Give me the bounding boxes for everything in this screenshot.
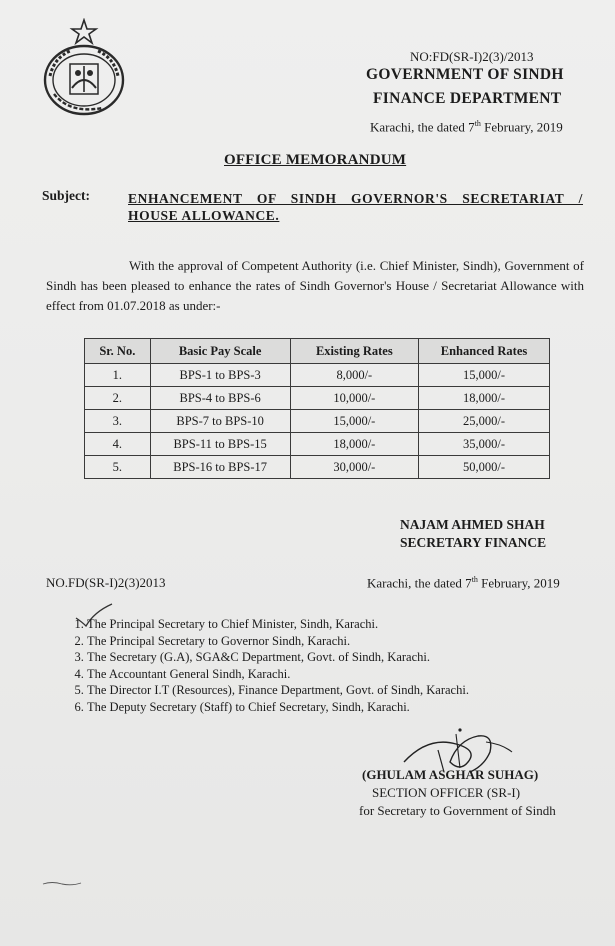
list-item: 4. The Accountant General Sindh, Karachi. (87, 666, 607, 683)
cell-pay-scale: BPS-11 to BPS-15 (150, 433, 290, 456)
subject-label: Subject: (42, 188, 90, 203)
cell-sr-no: 1. (85, 364, 151, 387)
cell-sr-no: 5. (85, 456, 151, 479)
header-enhanced-rates: Enhanced Rates (419, 339, 550, 364)
cell-existing-rate: 15,000/- (290, 410, 418, 433)
cell-existing-rate: 8,000/- (290, 364, 418, 387)
cell-sr-no: 2. (85, 387, 151, 410)
table-row (85, 387, 550, 410)
recipient-list (44, 616, 607, 715)
cell-pay-scale: BPS-16 to BPS-17 (150, 456, 290, 479)
list-item: 2. The Principal Secretary to Governor Sindh, Karachi. (87, 633, 607, 650)
cell-existing-rate: 18,000/- (290, 433, 418, 456)
table-row (85, 456, 550, 479)
section-officer-for-line: for Secretary to Government of Sindh (359, 803, 556, 818)
list-item: 5. The Director I.T (Resources), Finance Department, Govt. of Sindh, Karachi. (87, 682, 607, 699)
copy-date (367, 575, 560, 591)
issue-date-prefix: Karachi, the dated 7 (370, 119, 475, 135)
list-item: 6. The Deputy Secretary (Staff) to Chief Secretary, Sindh, Karachi. (87, 699, 607, 716)
cell-enhanced-rate: 15,000/- (419, 364, 550, 387)
subject-text: ENHANCEMENT OF SINDH GOVERNOR'S SECRETARIAT / HOUSE ALLOWANCE. (128, 191, 583, 223)
pen-mark-icon (42, 878, 82, 888)
copy-reference-number: NO.FD(SR-I)2(3)2013 (46, 575, 166, 590)
copy-date-ordinal: th (471, 575, 478, 584)
cell-sr-no: 4. (85, 433, 151, 456)
cell-pay-scale: BPS-7 to BPS-10 (150, 410, 290, 433)
cell-pay-scale: BPS-4 to BPS-6 (150, 387, 290, 410)
header-pay-scale: Basic Pay Scale (150, 339, 290, 364)
reference-number: NO:FD(SR-I)2(3)/2013 (410, 49, 534, 64)
table-row (85, 410, 550, 433)
header-sr-no: Sr. No. (85, 339, 151, 364)
cell-enhanced-rate: 50,000/- (419, 456, 550, 479)
issue-date-ordinal: th (474, 119, 481, 128)
header-existing-rates: Existing Rates (290, 339, 418, 364)
department-heading: FINANCE DEPARTMENT (373, 90, 562, 107)
table-row (85, 364, 550, 387)
government-seal-icon (40, 18, 128, 118)
copy-date-prefix: Karachi, the dated 7 (367, 575, 472, 591)
issue-date-suffix: February, 2019 (480, 119, 563, 135)
issue-date (370, 119, 563, 135)
cell-sr-no: 3. (85, 410, 151, 433)
list-item: 1. The Principal Secretary to Chief Minister, Sindh, Karachi. (87, 616, 607, 633)
memo-paragraph: With the approval of Competent Authority (i.e. Chief Minister, Sindh), Government of Sindh has been pleased to enhance the rates of Sindh Governor's House / Secretariat Allowance with effect from 01.07.2018 as under:- (46, 258, 584, 313)
secretary-title: SECRETARY FINANCE (400, 535, 547, 550)
cell-existing-rate: 10,000/- (290, 387, 418, 410)
memo-title: OFFICE MEMORANDUM (224, 152, 407, 168)
secretary-name: NAJAM AHMED SHAH (400, 517, 545, 532)
cell-enhanced-rate: 18,000/- (419, 387, 550, 410)
cell-existing-rate: 30,000/- (290, 456, 418, 479)
government-heading: GOVERNMENT OF SINDH (366, 66, 564, 83)
cell-enhanced-rate: 25,000/- (419, 410, 550, 433)
copy-date-suffix: February, 2019 (477, 575, 560, 591)
cell-enhanced-rate: 35,000/- (419, 433, 550, 456)
table-row (85, 433, 550, 456)
list-item: 3. The Secretary (G.A), SGA&C Department, Govt. of Sindh, Karachi. (87, 649, 607, 666)
section-officer-title: SECTION OFFICER (SR-I) (372, 785, 521, 800)
allowance-rates-table (84, 338, 550, 479)
section-officer-name: (GHULAM ASGHAR SUHAG) (362, 767, 539, 782)
section-officer-signature-block (359, 766, 556, 820)
cell-pay-scale: BPS-1 to BPS-3 (150, 364, 290, 387)
secretary-signature-block (400, 516, 546, 552)
table-header-row (85, 339, 550, 364)
